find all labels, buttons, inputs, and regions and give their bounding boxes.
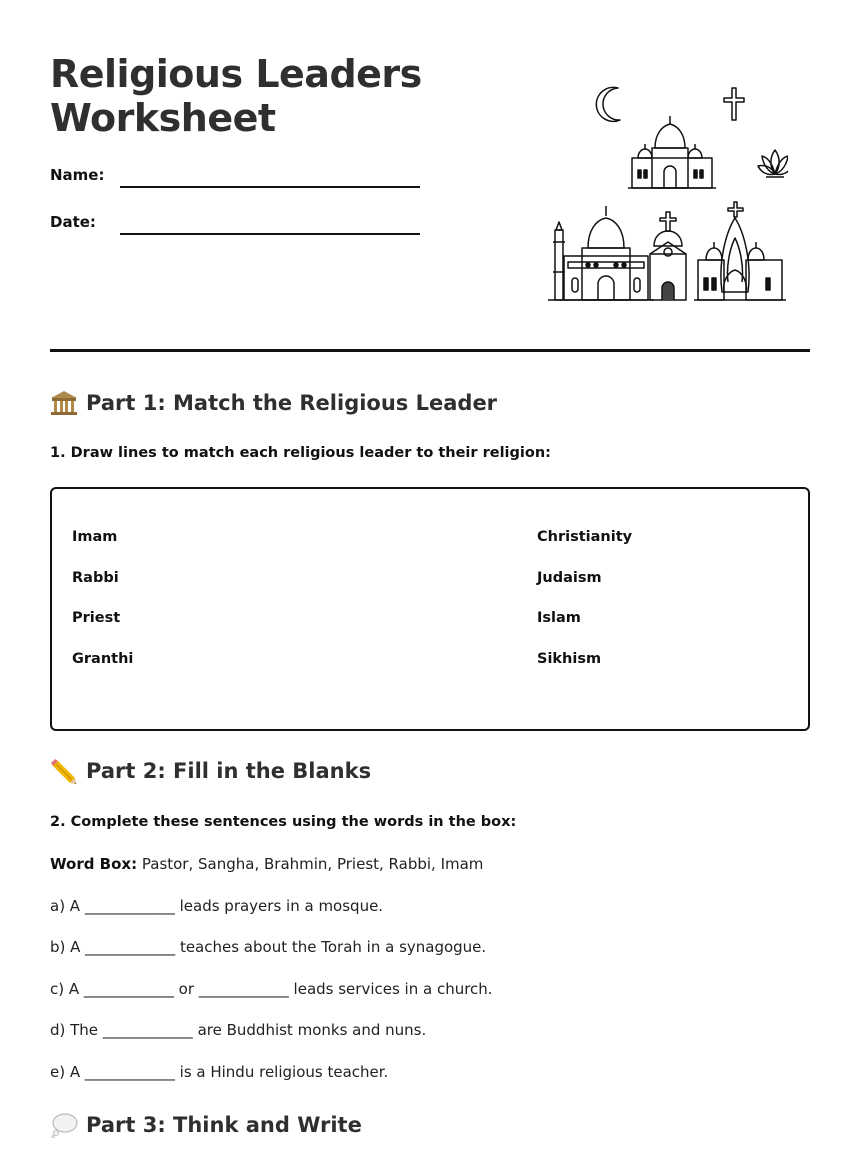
thought-bubble-icon	[50, 1112, 78, 1138]
header-divider	[50, 349, 810, 352]
religion-item[interactable]: Judaism	[537, 570, 602, 586]
matching-box	[50, 487, 810, 731]
word-box	[50, 855, 483, 873]
leader-item[interactable]: Granthi	[72, 651, 134, 667]
word-box-words: Pastor, Sangha, Brahmin, Priest, Rabbi, Imam	[141, 855, 484, 873]
fill-blank-sentence[interactable]: b) A ____________ teaches about the Torah in a synagogue.	[50, 938, 487, 956]
church-icon	[650, 212, 686, 300]
part3-heading	[50, 1112, 362, 1138]
word-box-label: Word Box:	[50, 855, 138, 873]
lotus-icon	[758, 150, 788, 177]
date-label: Date:	[50, 213, 96, 231]
cross-icon	[724, 88, 744, 120]
fill-blank-sentence[interactable]: c) A ____________ or ____________ leads services in a church.	[50, 980, 493, 998]
part2-heading	[50, 758, 371, 784]
name-label: Name:	[50, 166, 105, 184]
leader-item[interactable]: Rabbi	[72, 570, 119, 586]
religion-item[interactable]: Islam	[537, 610, 581, 626]
leader-item[interactable]: Priest	[72, 610, 121, 626]
part1-heading	[50, 390, 497, 416]
fill-blank-sentence[interactable]: a) A ____________ leads prayers in a mosque.	[50, 897, 384, 915]
mosque-icon	[564, 206, 648, 300]
religion-item[interactable]: Sikhism	[537, 651, 602, 667]
part1-title: Part 1: Match the Religious Leader	[86, 391, 498, 415]
classical-building-icon	[50, 390, 78, 416]
mosque-icon	[628, 116, 716, 188]
part2-title: Part 2: Fill in the Blanks	[86, 759, 372, 783]
religion-item[interactable]: Christianity	[537, 529, 633, 545]
name-field[interactable]	[120, 186, 420, 188]
date-field[interactable]	[120, 233, 420, 235]
title-line-1: Religious Leaders	[50, 52, 422, 96]
religious-buildings-illustration	[548, 82, 788, 306]
crescent-moon-icon	[596, 87, 620, 121]
pencil-icon	[50, 758, 78, 784]
part1-question: 1. Draw lines to match each religious leader to their religion:	[50, 445, 551, 461]
part3-title: Part 3: Think and Write	[86, 1113, 362, 1137]
leader-item[interactable]: Imam	[72, 529, 118, 545]
fill-blank-sentence[interactable]: e) A ____________ is a Hindu religious teacher.	[50, 1063, 389, 1081]
title-line-2: Worksheet	[50, 96, 276, 140]
minaret-icon	[553, 222, 565, 300]
fill-blank-sentence[interactable]: d) The ____________ are Buddhist monks and nuns.	[50, 1021, 427, 1039]
worksheet-title	[50, 52, 422, 140]
part2-question: 2. Complete these sentences using the words in the box:	[50, 814, 517, 830]
